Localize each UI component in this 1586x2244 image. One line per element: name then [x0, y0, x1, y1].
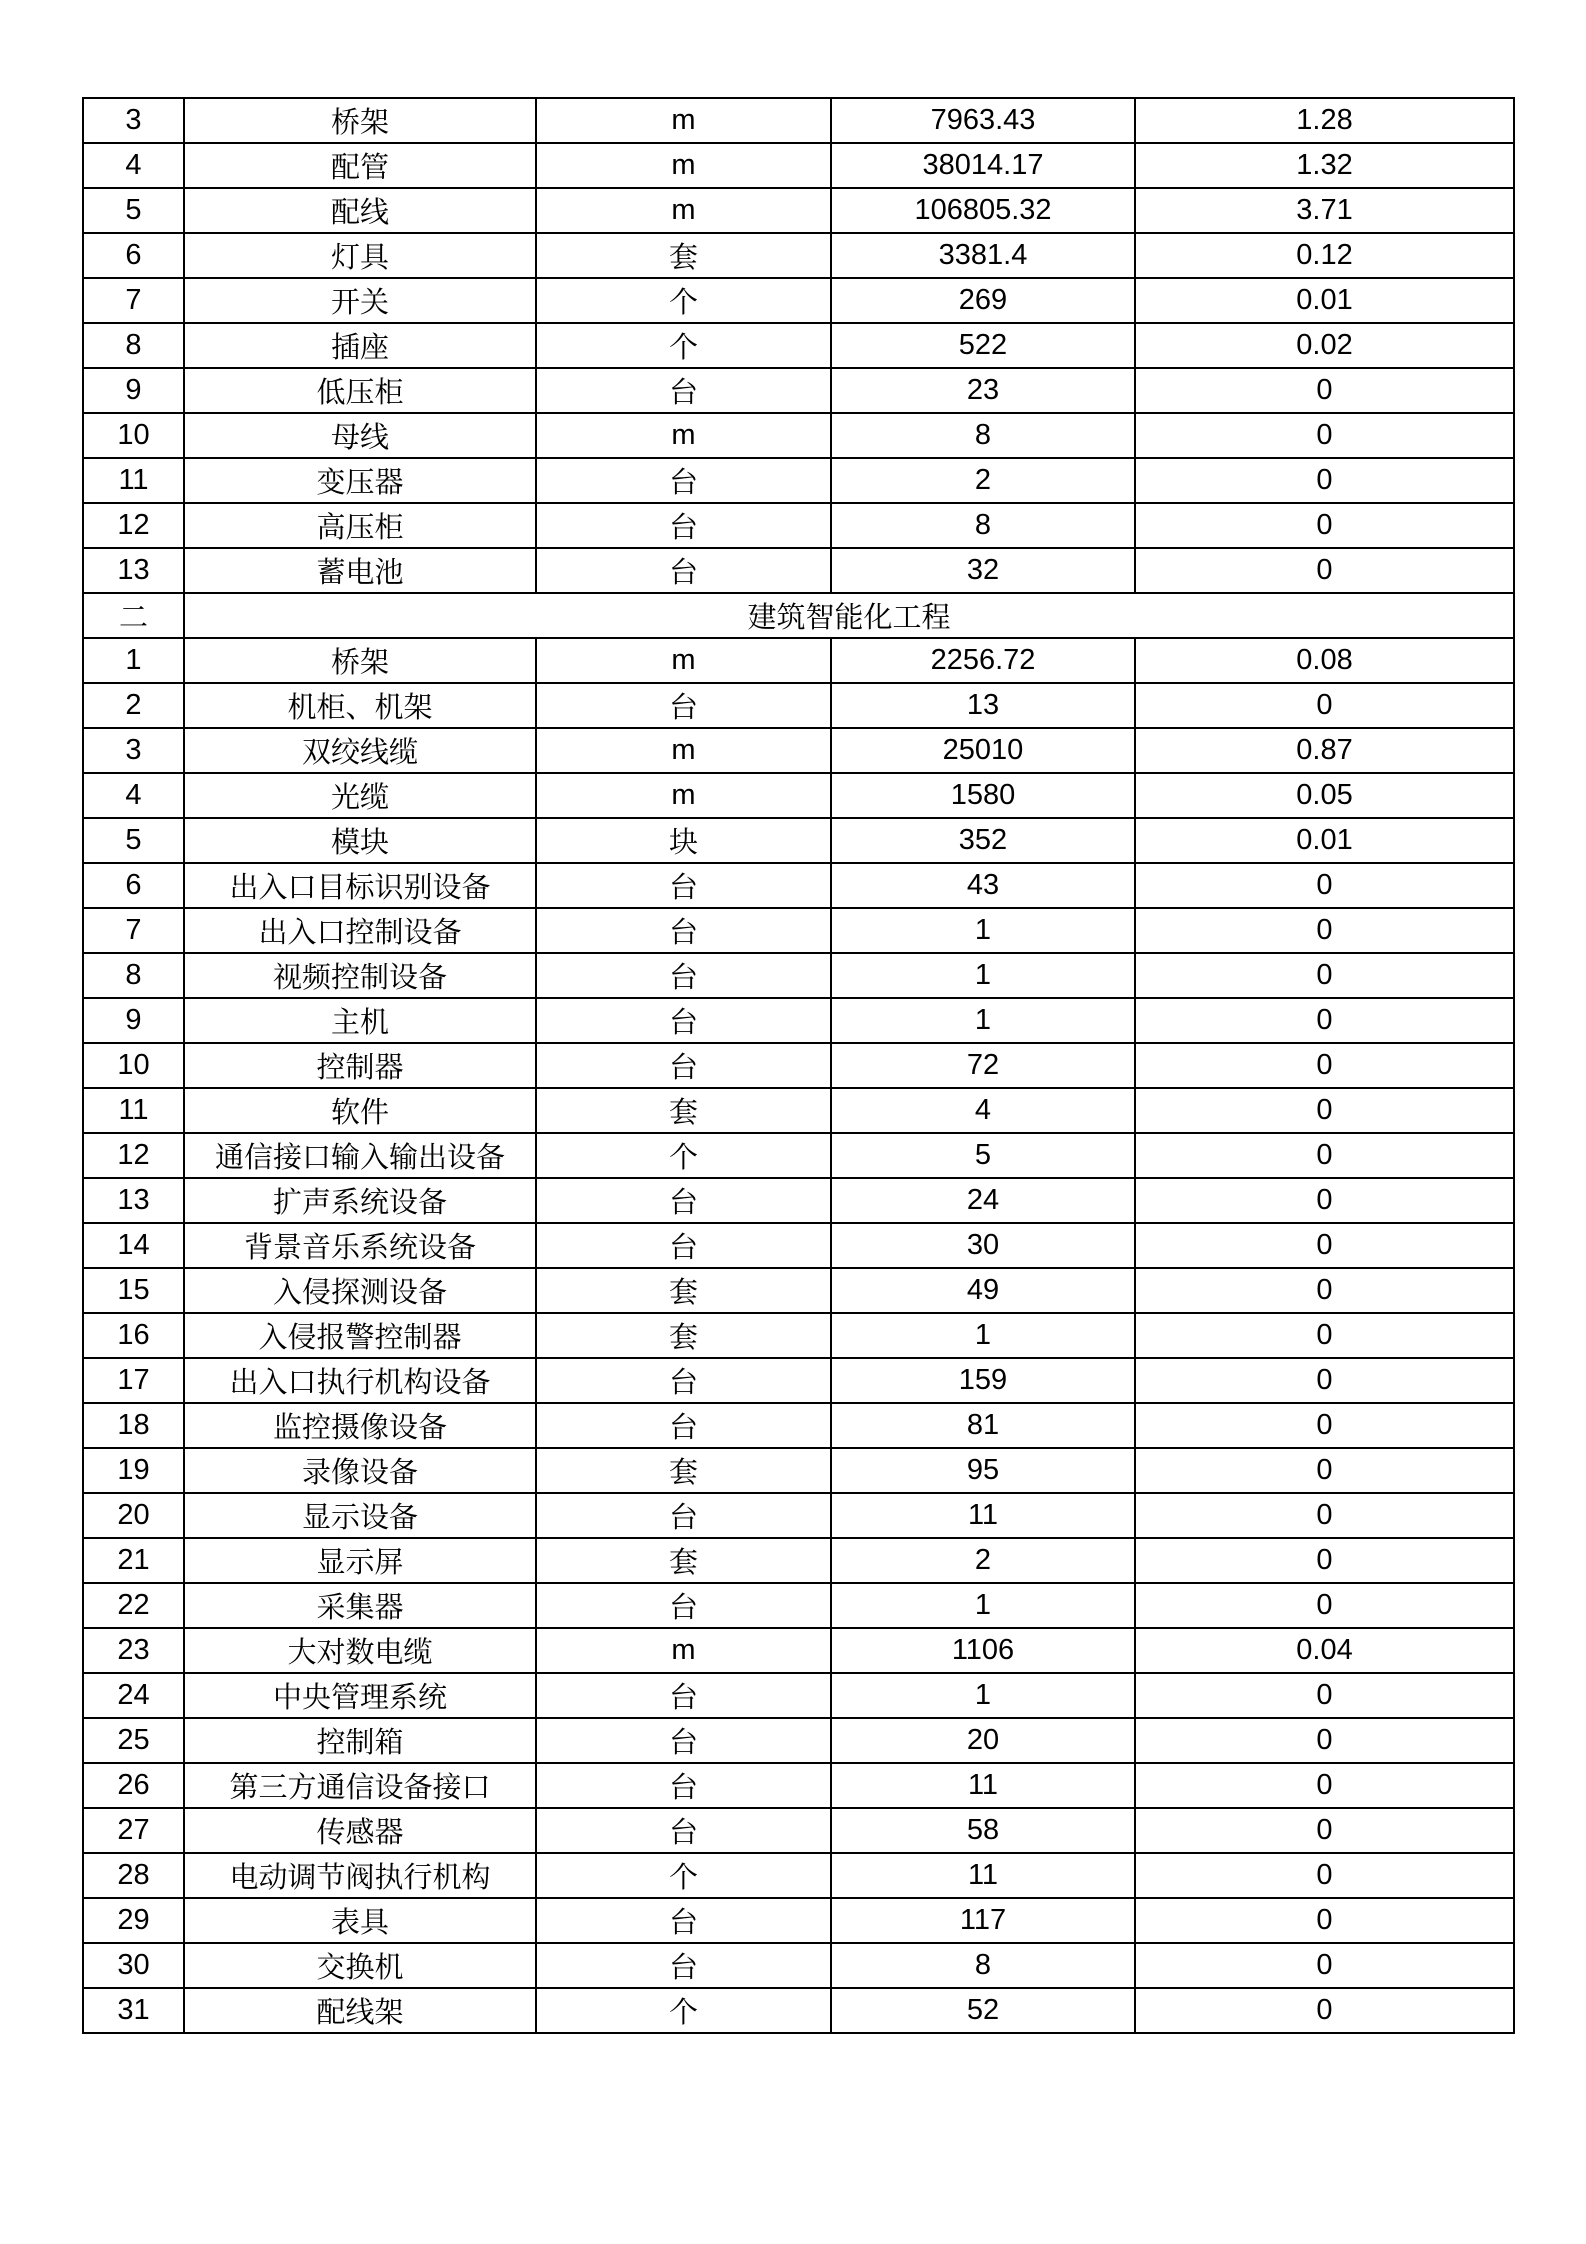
table-row [83, 1358, 1514, 1403]
row-number-cell: 4 [83, 143, 184, 188]
item-name-cell: 开关 [184, 278, 536, 323]
row-number-cell: 9 [83, 368, 184, 413]
value-cell: 0 [1135, 953, 1514, 998]
quantity-cell: 3381.4 [831, 233, 1135, 278]
row-number-cell: 15 [83, 1268, 184, 1313]
item-name-cell: 桥架 [184, 638, 536, 683]
row-number-cell: 2 [83, 683, 184, 728]
item-name-cell: 母线 [184, 413, 536, 458]
table-row [83, 503, 1514, 548]
unit-cell: 套 [536, 1538, 831, 1583]
row-number-cell: 7 [83, 908, 184, 953]
table-row [83, 1268, 1514, 1313]
row-number-cell: 12 [83, 1133, 184, 1178]
item-name-cell: 大对数电缆 [184, 1628, 536, 1673]
item-name-cell: 软件 [184, 1088, 536, 1133]
value-cell: 0 [1135, 1673, 1514, 1718]
unit-cell: 台 [536, 1718, 831, 1763]
item-name-cell: 背景音乐系统设备 [184, 1223, 536, 1268]
row-number-cell: 21 [83, 1538, 184, 1583]
quantity-cell: 1106 [831, 1628, 1135, 1673]
item-name-cell: 视频控制设备 [184, 953, 536, 998]
unit-cell: 台 [536, 368, 831, 413]
unit-cell: 套 [536, 233, 831, 278]
quantity-cell: 52 [831, 1988, 1135, 2033]
quantity-cell: 81 [831, 1403, 1135, 1448]
unit-cell: 台 [536, 1943, 831, 1988]
item-name-cell: 出入口目标识别设备 [184, 863, 536, 908]
value-cell: 0 [1135, 368, 1514, 413]
row-number-cell: 14 [83, 1223, 184, 1268]
value-cell: 0 [1135, 458, 1514, 503]
table-row [83, 368, 1514, 413]
unit-cell: 台 [536, 1808, 831, 1853]
quantity-cell: 11 [831, 1763, 1135, 1808]
row-number-cell: 3 [83, 98, 184, 143]
row-number-cell: 28 [83, 1853, 184, 1898]
unit-cell: 台 [536, 458, 831, 503]
section-title-cell: 建筑智能化工程 [184, 593, 1514, 638]
table-row [83, 998, 1514, 1043]
unit-cell: 套 [536, 1268, 831, 1313]
table-row [83, 1628, 1514, 1673]
item-name-cell: 光缆 [184, 773, 536, 818]
table-row [83, 1403, 1514, 1448]
table-row [83, 1088, 1514, 1133]
item-name-cell: 出入口执行机构设备 [184, 1358, 536, 1403]
unit-cell: 台 [536, 908, 831, 953]
section-header-row [83, 593, 1514, 638]
table-row [83, 188, 1514, 233]
row-number-cell: 31 [83, 1988, 184, 2033]
value-cell: 0.02 [1135, 323, 1514, 368]
item-name-cell: 入侵探测设备 [184, 1268, 536, 1313]
table-row [83, 1313, 1514, 1358]
unit-cell: m [536, 638, 831, 683]
quantity-cell: 58 [831, 1808, 1135, 1853]
unit-cell: m [536, 98, 831, 143]
quantity-cell: 269 [831, 278, 1135, 323]
unit-cell: 台 [536, 1223, 831, 1268]
table-row [83, 1178, 1514, 1223]
item-name-cell: 出入口控制设备 [184, 908, 536, 953]
item-name-cell: 显示屏 [184, 1538, 536, 1583]
row-number-cell: 10 [83, 413, 184, 458]
unit-cell: 台 [536, 1358, 831, 1403]
row-number-cell: 18 [83, 1403, 184, 1448]
table-row [83, 638, 1514, 683]
quantity-cell: 159 [831, 1358, 1135, 1403]
item-name-cell: 低压柜 [184, 368, 536, 413]
unit-cell: m [536, 413, 831, 458]
value-cell: 0.04 [1135, 1628, 1514, 1673]
quantity-cell: 1 [831, 1583, 1135, 1628]
value-cell: 0.08 [1135, 638, 1514, 683]
table-row [83, 1763, 1514, 1808]
quantity-cell: 7963.43 [831, 98, 1135, 143]
row-number-cell: 17 [83, 1358, 184, 1403]
unit-cell: 台 [536, 503, 831, 548]
row-number-cell: 22 [83, 1583, 184, 1628]
quantity-cell: 8 [831, 413, 1135, 458]
row-number-cell: 8 [83, 323, 184, 368]
table-body [83, 98, 1514, 2033]
value-cell: 0 [1135, 1718, 1514, 1763]
quantity-cell: 24 [831, 1178, 1135, 1223]
item-name-cell: 扩声系统设备 [184, 1178, 536, 1223]
row-number-cell: 12 [83, 503, 184, 548]
value-cell: 0.12 [1135, 233, 1514, 278]
row-number-cell: 13 [83, 1178, 184, 1223]
table-row [83, 548, 1514, 593]
row-number-cell: 26 [83, 1763, 184, 1808]
table-row [83, 323, 1514, 368]
table-row [83, 1583, 1514, 1628]
item-name-cell: 蓄电池 [184, 548, 536, 593]
quantity-cell: 352 [831, 818, 1135, 863]
unit-cell: 个 [536, 1988, 831, 2033]
quantity-cell: 2 [831, 1538, 1135, 1583]
table-row [83, 1718, 1514, 1763]
quantity-cell: 1 [831, 908, 1135, 953]
table-row [83, 728, 1514, 773]
quantity-cell: 1 [831, 998, 1135, 1043]
value-cell: 0 [1135, 1268, 1514, 1313]
quantity-cell: 25010 [831, 728, 1135, 773]
unit-cell: m [536, 1628, 831, 1673]
row-number-cell: 11 [83, 458, 184, 503]
value-cell: 0 [1135, 1808, 1514, 1853]
row-number-cell: 9 [83, 998, 184, 1043]
table-row [83, 863, 1514, 908]
table-row [83, 1043, 1514, 1088]
quantity-cell: 20 [831, 1718, 1135, 1763]
value-cell: 0 [1135, 503, 1514, 548]
table-row [83, 1853, 1514, 1898]
table-row [83, 278, 1514, 323]
item-name-cell: 显示设备 [184, 1493, 536, 1538]
row-number-cell: 19 [83, 1448, 184, 1493]
value-cell: 0 [1135, 908, 1514, 953]
item-name-cell: 主机 [184, 998, 536, 1043]
unit-cell: 台 [536, 863, 831, 908]
item-name-cell: 双绞线缆 [184, 728, 536, 773]
unit-cell: 套 [536, 1448, 831, 1493]
unit-cell: 个 [536, 1133, 831, 1178]
value-cell: 0 [1135, 1403, 1514, 1448]
item-name-cell: 配管 [184, 143, 536, 188]
unit-cell: 台 [536, 1583, 831, 1628]
quantity-cell: 2256.72 [831, 638, 1135, 683]
row-number-cell: 13 [83, 548, 184, 593]
unit-cell: m [536, 143, 831, 188]
value-cell: 0 [1135, 1133, 1514, 1178]
item-name-cell: 监控摄像设备 [184, 1403, 536, 1448]
unit-cell: 个 [536, 278, 831, 323]
unit-cell: 台 [536, 548, 831, 593]
value-cell: 0 [1135, 1538, 1514, 1583]
value-cell: 0 [1135, 1358, 1514, 1403]
row-number-cell: 25 [83, 1718, 184, 1763]
value-cell: 0 [1135, 1223, 1514, 1268]
item-name-cell: 采集器 [184, 1583, 536, 1628]
value-cell: 0 [1135, 1178, 1514, 1223]
row-number-cell: 5 [83, 818, 184, 863]
row-number-cell: 20 [83, 1493, 184, 1538]
quantity-cell: 117 [831, 1898, 1135, 1943]
unit-cell: 台 [536, 1043, 831, 1088]
table-row [83, 98, 1514, 143]
quantity-cell: 1580 [831, 773, 1135, 818]
item-name-cell: 表具 [184, 1898, 536, 1943]
unit-cell: m [536, 728, 831, 773]
quantity-cell: 32 [831, 548, 1135, 593]
value-cell: 0.01 [1135, 818, 1514, 863]
row-number-cell: 27 [83, 1808, 184, 1853]
value-cell: 0 [1135, 1763, 1514, 1808]
unit-cell: 台 [536, 1493, 831, 1538]
table-row [83, 458, 1514, 503]
table-row [83, 818, 1514, 863]
quantity-cell: 72 [831, 1043, 1135, 1088]
table-row [83, 1133, 1514, 1178]
table-row [83, 1673, 1514, 1718]
row-number-cell: 6 [83, 233, 184, 278]
item-name-cell: 通信接口输入输出设备 [184, 1133, 536, 1178]
item-name-cell: 中央管理系统 [184, 1673, 536, 1718]
item-name-cell: 高压柜 [184, 503, 536, 548]
quantity-cell: 2 [831, 458, 1135, 503]
table-row [83, 908, 1514, 953]
quantity-cell: 5 [831, 1133, 1135, 1178]
quantity-cell: 8 [831, 503, 1135, 548]
item-name-cell: 灯具 [184, 233, 536, 278]
item-name-cell: 入侵报警控制器 [184, 1313, 536, 1358]
value-cell: 0 [1135, 1043, 1514, 1088]
row-number-cell: 30 [83, 1943, 184, 1988]
quantity-cell: 43 [831, 863, 1135, 908]
quantity-cell: 13 [831, 683, 1135, 728]
quantity-cell: 11 [831, 1493, 1135, 1538]
row-number-cell: 16 [83, 1313, 184, 1358]
table-row [83, 773, 1514, 818]
quantity-cell: 8 [831, 1943, 1135, 1988]
row-number-cell: 6 [83, 863, 184, 908]
quantity-cell: 30 [831, 1223, 1135, 1268]
item-name-cell: 变压器 [184, 458, 536, 503]
item-name-cell: 传感器 [184, 1808, 536, 1853]
value-cell: 0.05 [1135, 773, 1514, 818]
item-name-cell: 配线 [184, 188, 536, 233]
item-name-cell: 控制箱 [184, 1718, 536, 1763]
unit-cell: 台 [536, 1178, 831, 1223]
quantity-cell: 23 [831, 368, 1135, 413]
row-number-cell: 5 [83, 188, 184, 233]
table-row [83, 1988, 1514, 2033]
unit-cell: 套 [536, 1313, 831, 1358]
table-row [83, 1808, 1514, 1853]
value-cell: 0 [1135, 1088, 1514, 1133]
table-row [83, 1493, 1514, 1538]
table-row [83, 1898, 1514, 1943]
value-cell: 0 [1135, 413, 1514, 458]
row-number-cell: 4 [83, 773, 184, 818]
quantity-cell: 49 [831, 1268, 1135, 1313]
quantity-cell: 1 [831, 953, 1135, 998]
quantity-table [82, 97, 1515, 2034]
quantity-cell: 522 [831, 323, 1135, 368]
row-number-cell: 29 [83, 1898, 184, 1943]
table-row [83, 1223, 1514, 1268]
value-cell: 0.01 [1135, 278, 1514, 323]
unit-cell: 块 [536, 818, 831, 863]
quantity-cell: 38014.17 [831, 143, 1135, 188]
table-row [83, 1448, 1514, 1493]
value-cell: 0 [1135, 548, 1514, 593]
row-number-cell: 7 [83, 278, 184, 323]
item-name-cell: 机柜、机架 [184, 683, 536, 728]
value-cell: 0 [1135, 1313, 1514, 1358]
value-cell: 0 [1135, 998, 1514, 1043]
unit-cell: m [536, 773, 831, 818]
value-cell: 0 [1135, 1988, 1514, 2033]
row-number-cell: 1 [83, 638, 184, 683]
value-cell: 1.32 [1135, 143, 1514, 188]
item-name-cell: 配线架 [184, 1988, 536, 2033]
unit-cell: 台 [536, 998, 831, 1043]
row-number-cell: 24 [83, 1673, 184, 1718]
quantity-cell: 1 [831, 1673, 1135, 1718]
table-row [83, 953, 1514, 998]
table-row [83, 143, 1514, 188]
value-cell: 0.87 [1135, 728, 1514, 773]
value-cell: 0 [1135, 1898, 1514, 1943]
section-number-cell: 二 [83, 593, 184, 638]
item-name-cell: 录像设备 [184, 1448, 536, 1493]
table-row [83, 413, 1514, 458]
item-name-cell: 控制器 [184, 1043, 536, 1088]
row-number-cell: 23 [83, 1628, 184, 1673]
value-cell: 0 [1135, 683, 1514, 728]
value-cell: 1.28 [1135, 98, 1514, 143]
value-cell: 3.71 [1135, 188, 1514, 233]
value-cell: 0 [1135, 863, 1514, 908]
quantity-cell: 95 [831, 1448, 1135, 1493]
quantity-cell: 4 [831, 1088, 1135, 1133]
item-name-cell: 第三方通信设备接口 [184, 1763, 536, 1808]
table-row [83, 233, 1514, 278]
unit-cell: 台 [536, 1673, 831, 1718]
item-name-cell: 模块 [184, 818, 536, 863]
unit-cell: 个 [536, 1853, 831, 1898]
item-name-cell: 交换机 [184, 1943, 536, 1988]
unit-cell: 套 [536, 1088, 831, 1133]
quantity-cell: 1 [831, 1313, 1135, 1358]
unit-cell: 个 [536, 323, 831, 368]
unit-cell: m [536, 188, 831, 233]
value-cell: 0 [1135, 1853, 1514, 1898]
unit-cell: 台 [536, 1403, 831, 1448]
value-cell: 0 [1135, 1583, 1514, 1628]
item-name-cell: 插座 [184, 323, 536, 368]
table-row [83, 1538, 1514, 1583]
item-name-cell: 桥架 [184, 98, 536, 143]
row-number-cell: 8 [83, 953, 184, 998]
unit-cell: 台 [536, 683, 831, 728]
value-cell: 0 [1135, 1493, 1514, 1538]
row-number-cell: 11 [83, 1088, 184, 1133]
unit-cell: 台 [536, 1898, 831, 1943]
quantity-cell: 11 [831, 1853, 1135, 1898]
value-cell: 0 [1135, 1943, 1514, 1988]
value-cell: 0 [1135, 1448, 1514, 1493]
row-number-cell: 3 [83, 728, 184, 773]
row-number-cell: 10 [83, 1043, 184, 1088]
unit-cell: 台 [536, 1763, 831, 1808]
item-name-cell: 电动调节阀执行机构 [184, 1853, 536, 1898]
table-row [83, 683, 1514, 728]
quantity-cell: 106805.32 [831, 188, 1135, 233]
unit-cell: 台 [536, 953, 831, 998]
table-row [83, 1943, 1514, 1988]
